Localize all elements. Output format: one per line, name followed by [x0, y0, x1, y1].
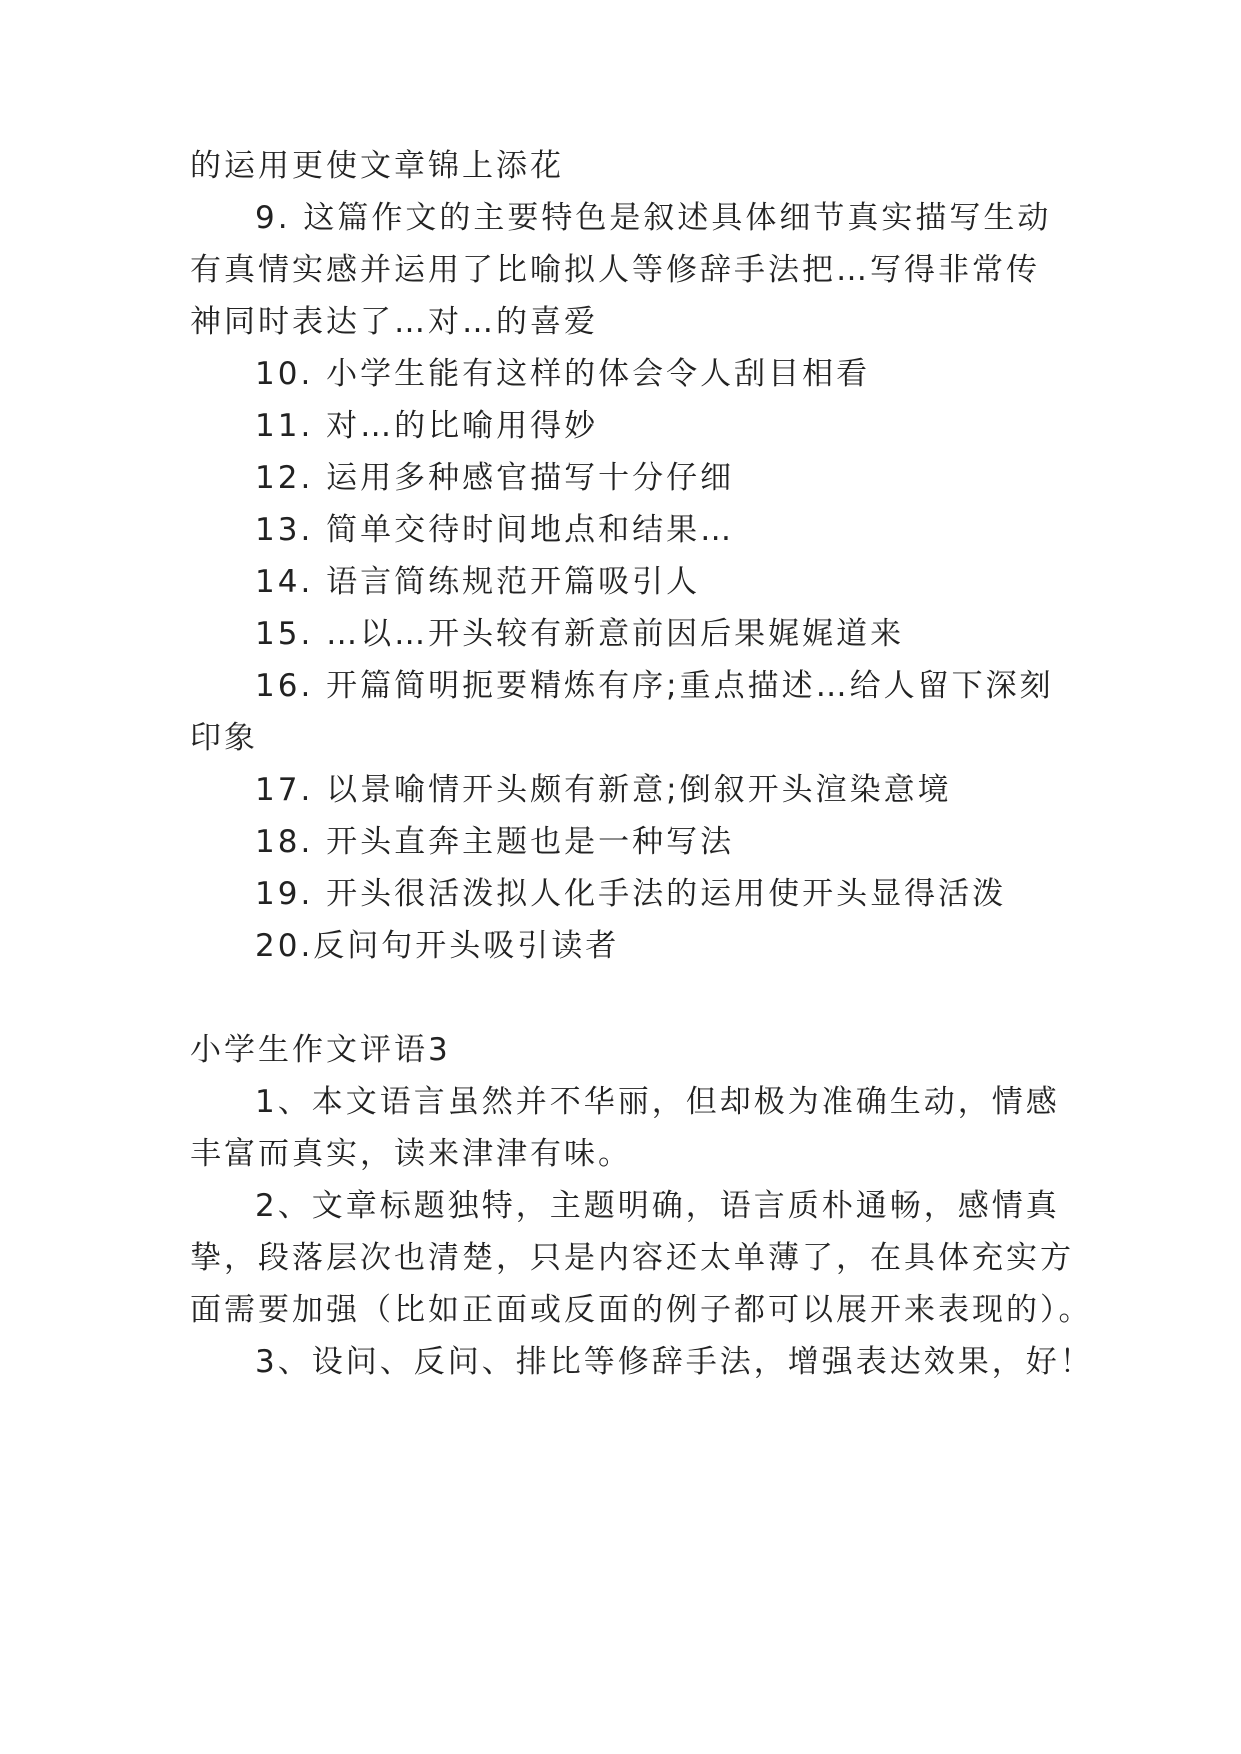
text-line: 面需要加强（比如正面或反面的例子都可以展开来表现的）。	[190, 1292, 1093, 1328]
text-line: 的运用更使文章锦上添花	[190, 148, 564, 184]
text-line: 有真情实感并运用了比喻拟人等修辞手法把…写得非常传	[190, 252, 1040, 288]
list-item-19: 19. 开头很活泼拟人化手法的运用使开头显得活泼	[255, 876, 1007, 912]
comment-item-2: 2、文章标题独特，主题明确，语言质朴通畅，感情真	[255, 1188, 1060, 1224]
text-line: 印象	[190, 720, 258, 756]
list-item-12: 12. 运用多种感官描写十分仔细	[255, 460, 735, 496]
comment-item-1: 1、本文语言虽然并不华丽，但却极为准确生动，情感	[255, 1084, 1060, 1120]
list-item-11: 11. 对…的比喻用得妙	[255, 408, 599, 444]
list-item-13: 13. 简单交待时间地点和结果…	[255, 512, 735, 548]
list-item-16: 16. 开篇简明扼要精炼有序;重点描述…给人留下深刻	[255, 668, 1054, 704]
text-line: 挚，段落层次也清楚，只是内容还太单薄了，在具体充实方	[190, 1240, 1074, 1276]
comment-item-3: 3、设问、反问、排比等修辞手法，增强表达效果，好！	[255, 1344, 1094, 1380]
list-item-15: 15. …以…开头较有新意前因后果娓娓道来	[255, 616, 905, 652]
text-line: 丰富而真实，读来津津有味。	[190, 1136, 632, 1172]
list-item-10: 10. 小学生能有这样的体会令人刮目相看	[255, 356, 871, 392]
list-item-14: 14. 语言简练规范开篇吸引人	[255, 564, 701, 600]
list-item-17: 17. 以景喻情开头颇有新意;倒叙开头渲染意境	[255, 772, 952, 808]
section-heading: 小学生作文评语3	[190, 1032, 451, 1068]
text-line: 神同时表达了…对…的喜爱	[190, 304, 598, 340]
list-item-9: 9. 这篇作文的主要特色是叙述具体细节真实描写生动	[255, 200, 1052, 236]
list-item-18: 18. 开头直奔主题也是一种写法	[255, 824, 735, 860]
list-item-20: 20.反问句开头吸引读者	[255, 928, 620, 964]
